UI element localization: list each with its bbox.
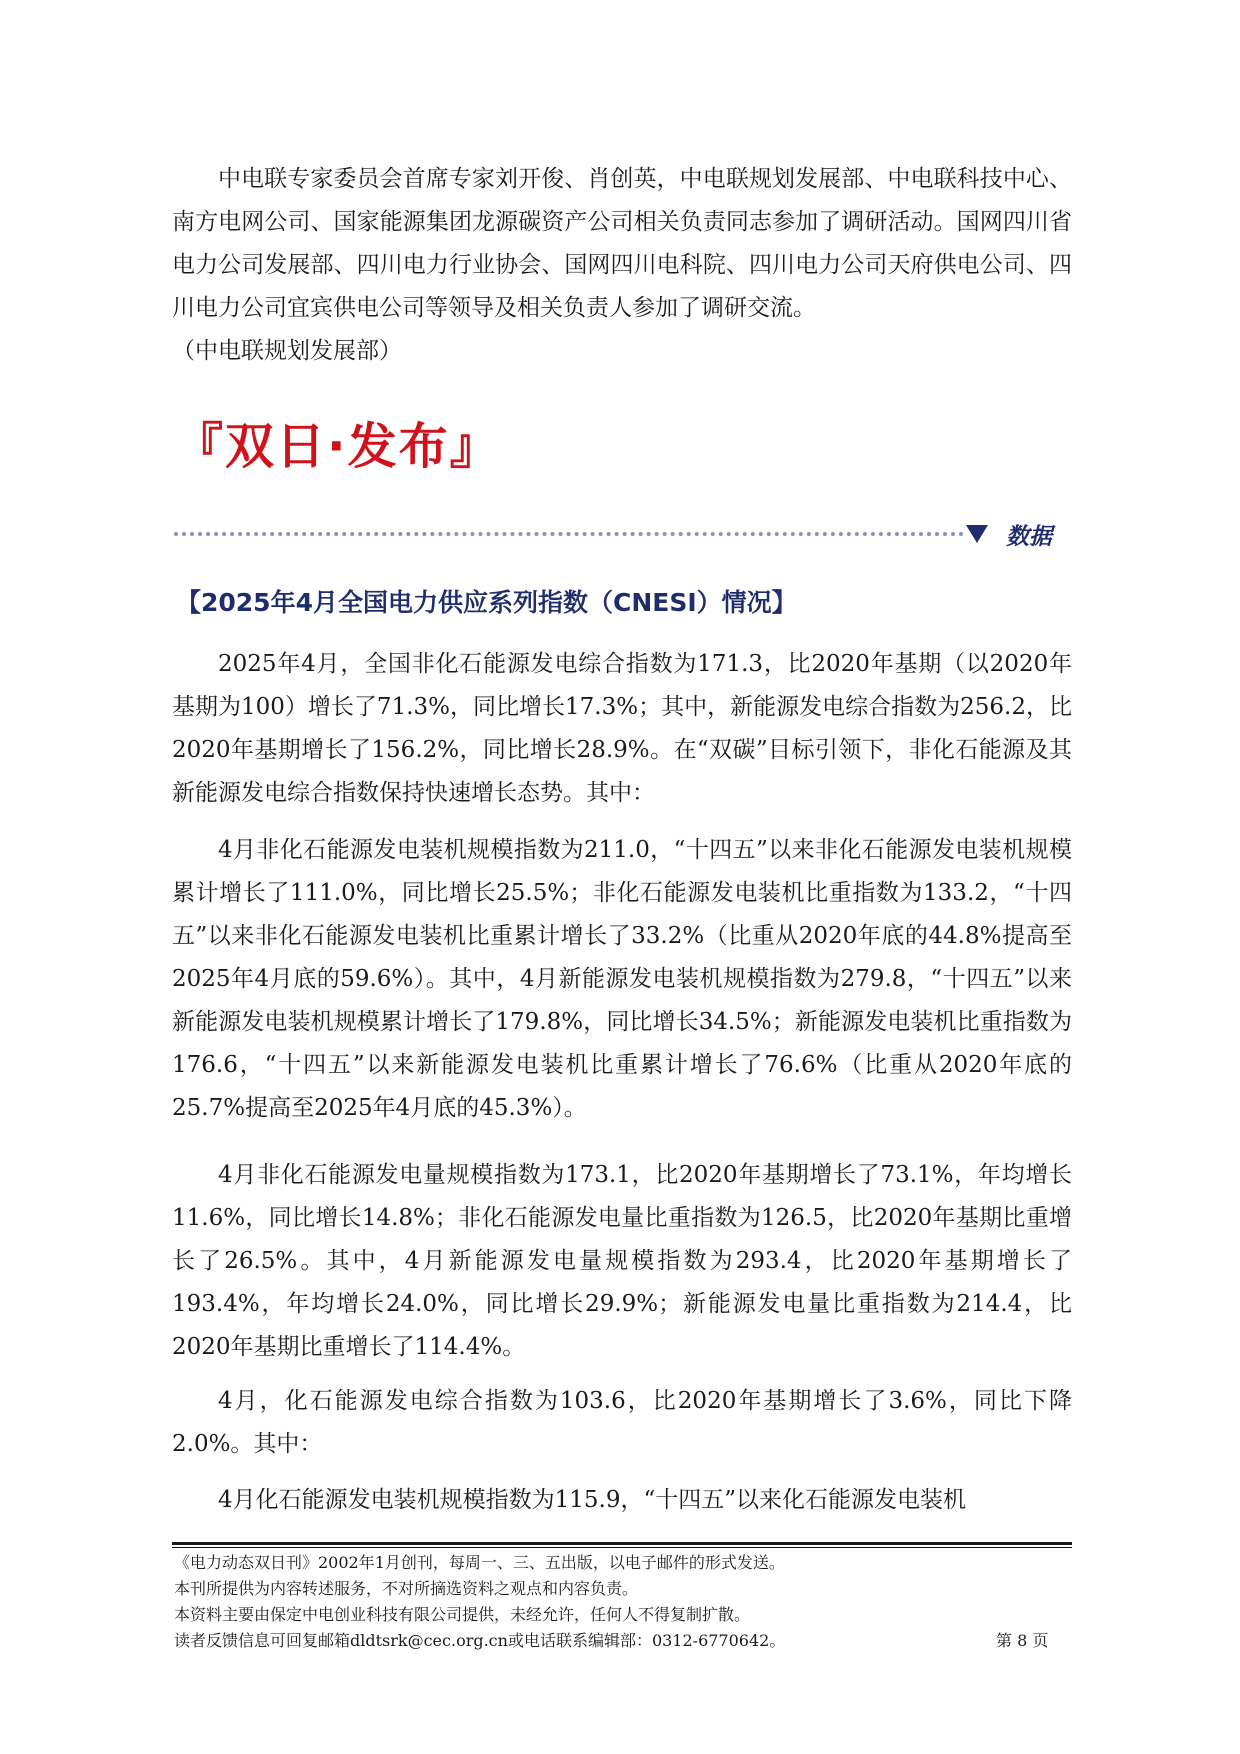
footer-line: 《电力动态双日刊》2002年1月创刊，每周一、三、五出版，以电子邮件的形式发送。 xyxy=(174,1553,785,1572)
footer-divider xyxy=(172,1542,1072,1548)
intro-source: （中电联规划发展部） xyxy=(172,338,402,364)
article-heading: 【2025年4月全国电力供应系列指数（CNESI）情况】 xyxy=(176,588,797,617)
footer-line: 本刊所提供为内容转述服务，不对所摘选资料之观点和内容负责。 xyxy=(174,1579,639,1598)
article-paragraph: 4月，化石能源发电综合指数为103.6，比2020年基期增长了3.6%，同比下降2.0%。其中： xyxy=(172,1388,1072,1457)
section-title: 『双日·发布』 xyxy=(174,418,501,475)
article-paragraph: 2025年4月，全国非化石能源发电综合指数为171.3，比2020年基期（以2020年基期为100）增长了71.3%，同比增长17.3%；其中，新能源发电综合指数为256.2，比2020年基期增长了156.2%，同比增长28.9%。在“双碳”目标引领下，非化石能源及其新能源发电综合指数保持快速增长态势。其中： xyxy=(172,651,1072,806)
article-paragraph: 4月化石能源发电装机规模指数为115.9，“十四五”以来化石能源发电装机 xyxy=(218,1487,966,1513)
page-number: 第 8 页 xyxy=(996,1631,1049,1650)
footer-line: 本资料主要由保定中电创业科技有限公司提供，未经允许，任何人不得复制扩散。 xyxy=(174,1605,751,1624)
category-tag-label: 数据 xyxy=(1006,523,1052,550)
category-tag xyxy=(966,518,1052,550)
article-paragraph: 4月非化石能源发电装机规模指数为211.0，“十四五”以来非化石能源发电装机规模累计增长了111.0%，同比增长25.5%；非化石能源发电装机比重指数为133.2，“十四五”以来非化石能源发电装机比重累计增长了33.2%（比重从2020年底的44.8%提高至2025年4月底的59.6%）。其中，4月新能源发电装机规模指数为279.8，“十四五”以来新能源发电装机规模累计增长了179.8%，同比增长34.5%；新能源发电装机比重指数为176.6，“十四五”以来新能源发电装机比重累计增长了76.6%（比重从2020年底的25.7%提高至2025年4月底的45.3%）。 xyxy=(172,837,1072,1121)
section-divider xyxy=(174,532,964,536)
footer-contact-line: 读者反馈信息可回复邮箱dldtsrk@cec.org.cn或电话联系编辑部：0312-6770642。 xyxy=(174,1631,786,1650)
footer xyxy=(174,1550,1074,1654)
triangle-down-icon xyxy=(966,525,988,543)
article-paragraph: 4月非化石能源发电量规模指数为173.1，比2020年基期增长了73.1%，年均增长11.6%，同比增长14.8%；非化石能源发电量比重指数为126.5，比2020年基期比重增长了26.5%。其中，4月新能源发电量规模指数为293.4，比2020年基期增长了193.4%，年均增长24.0%，同比增长29.9%；新能源发电量比重指数为214.4，比2020年基期比重增长了114.4%。 xyxy=(172,1162,1072,1360)
intro-paragraph: 中电联专家委员会首席专家刘开俊、肖创英，中电联规划发展部、中电联科技中心、南方电网公司、国家能源集团龙源碳资产公司相关负责同志参加了调研活动。国网四川省电力公司发展部、四川电力行业协会、国网四川电科院、四川电力公司天府供电公司、四川电力公司宜宾供电公司等领导及相关负责人参加了调研交流。 xyxy=(172,166,1072,321)
